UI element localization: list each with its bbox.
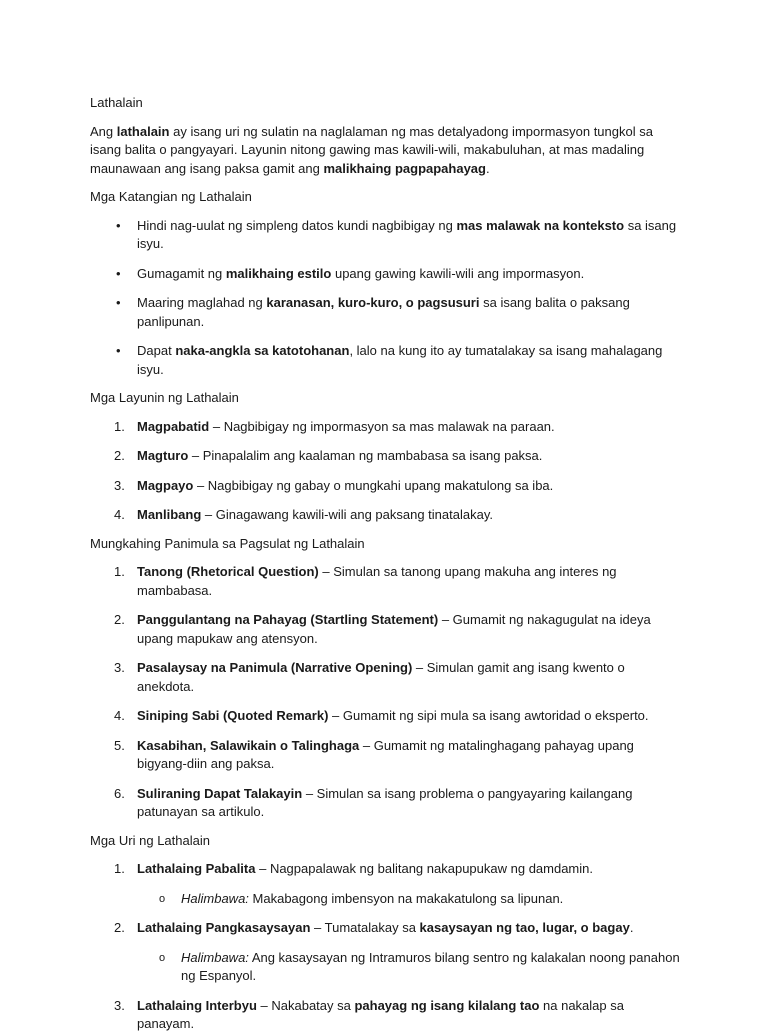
list-item-text xyxy=(137,478,553,493)
bullet-icon: • xyxy=(116,343,121,358)
text-run: Hindi nag-uulat ng simpleng datos kundi nagbibigay ng xyxy=(137,217,457,233)
list-item-text xyxy=(137,786,632,820)
bold-text: Panggulantang na Pahayag (Startling Statement) xyxy=(137,612,439,627)
example-label: Halimbawa: xyxy=(181,890,249,906)
list-item-text xyxy=(137,295,630,329)
text-run: – Ginagawang kawili-wili ang paksang tinatalakay. xyxy=(201,507,493,522)
text-run: ay isang uri ng sulatin na naglalaman ng mas detalyadong impormasyon tungkol sa isang balita o pangyayari. Layunin nitong gawing mas kawili-wili, makabuluhan, at mas madaling maunawaan ang isang paksa gamit ang xyxy=(90,123,653,176)
bold-text: Magturo xyxy=(137,448,189,463)
list-item-text xyxy=(137,564,617,598)
text-run: – Gumamit ng nakagugulat na ideya upang mapukaw ang atensyon. xyxy=(137,612,651,646)
bold-text: Kasabihan, Salawikain o Talinghaga xyxy=(137,737,360,753)
bold-text: Manlibang xyxy=(137,507,202,522)
bold-text: Magpayo xyxy=(137,477,194,493)
list-item xyxy=(90,294,680,331)
list-item-text xyxy=(137,708,649,723)
bold-text: naka-angkla sa katotohanan xyxy=(175,343,350,358)
list-item xyxy=(90,447,680,466)
text-run: – Nagpapalawak ng balitang nakapupukaw ng damdamin. xyxy=(255,861,593,876)
bold-text: kasaysayan ng tao, lugar, o bagay xyxy=(419,920,630,935)
text-run: . xyxy=(629,920,634,935)
bold-text: malikhaing pagpapahayag xyxy=(323,160,486,176)
bold-text: malikhaing estilo xyxy=(225,265,332,281)
sub-list-item xyxy=(137,949,680,986)
list-number: 2. xyxy=(114,920,125,935)
bold-text: Lathalaing Pangkasaysayan xyxy=(137,920,311,935)
text-run: na nakalap sa panayam. xyxy=(137,997,624,1031)
bullet-icon: • xyxy=(116,217,121,233)
bold-text: Lathalaing Interbyu xyxy=(137,997,257,1013)
bold-text: Suliraning Dapat Talakayin xyxy=(137,785,303,801)
list-item-text xyxy=(137,660,625,694)
text-run: – Gumamit ng matalinghagang pahayag upang bigyang-diin ang paksa. xyxy=(137,737,634,771)
text-run: upang gawing kawili-wili ang impormasyon. xyxy=(331,265,585,281)
list-item-text xyxy=(137,218,676,252)
list-item xyxy=(90,737,680,774)
example-label: Halimbawa: xyxy=(181,949,249,965)
bold-text: Magpabatid xyxy=(137,418,210,434)
text-run: Dapat xyxy=(137,343,176,358)
text-run: – Simulan sa tanong upang makuha ang interes ng mambabasa. xyxy=(137,564,617,598)
list-item-text xyxy=(137,998,624,1032)
list-item-text xyxy=(137,448,542,463)
list-number: 6. xyxy=(114,785,125,801)
list-number: 2. xyxy=(114,448,125,463)
bold-text: Lathalaing Pabalita xyxy=(137,861,256,876)
numbered-list xyxy=(90,860,680,1034)
bullet-icon: • xyxy=(116,295,121,310)
bold-text: Pasalaysay na Panimula (Narrative Opening) xyxy=(137,660,413,675)
list-item xyxy=(90,659,680,696)
sub-list xyxy=(137,890,680,909)
bold-text: Tanong (Rhetorical Question) xyxy=(137,564,319,579)
list-item xyxy=(90,919,680,986)
section-heading: Mungkahing Panimula sa Pagsulat ng Lathalain xyxy=(90,535,365,551)
list-item-text xyxy=(137,343,662,377)
list-item xyxy=(90,785,680,822)
list-item xyxy=(90,265,680,284)
text-run: , lalo na kung ito ay tumatalakay sa isang mahalagang isyu. xyxy=(137,343,663,377)
section-heading: Mga Uri ng Lathalain xyxy=(90,832,210,848)
text-run: – Tumatalakay sa xyxy=(310,920,420,935)
bold-text: pahayag ng isang kilalang tao xyxy=(354,997,540,1013)
list-item-text xyxy=(137,920,633,935)
text-run: – Gumamit ng sipi mula sa isang awtoridad o eksperto. xyxy=(328,708,649,723)
list-number: 5. xyxy=(114,737,125,753)
section-heading: Mga Katangian ng Lathalain xyxy=(90,189,252,204)
bold-text: karanasan, kuro-kuro, o pagsusuri xyxy=(266,295,480,310)
text-run: – Nagbibigay ng impormasyon sa mas malawak na paraan. xyxy=(209,418,555,434)
list-item-text xyxy=(137,861,593,876)
list-number: 3. xyxy=(114,997,125,1013)
document-body xyxy=(90,188,680,1034)
circle-bullet-icon: o xyxy=(159,951,166,964)
document-title: Lathalain xyxy=(90,95,143,110)
text-run: . xyxy=(485,160,490,176)
list-number: 2. xyxy=(114,612,125,627)
list-number: 3. xyxy=(114,477,125,493)
list-number: 3. xyxy=(114,660,125,675)
list-number: 1. xyxy=(114,418,125,434)
list-item xyxy=(90,611,680,648)
list-item-text xyxy=(137,507,493,522)
text-run: Gumagamit ng xyxy=(137,265,226,281)
numbered-list xyxy=(90,418,680,525)
text-run: Ang xyxy=(90,123,117,139)
text-run: – Nakabatay sa xyxy=(256,997,355,1013)
list-item-text xyxy=(137,419,555,434)
sub-list-item xyxy=(137,890,680,909)
text-run: – Simulan sa isang problema o pangyayaring kailangang patunayan sa artikulo. xyxy=(137,785,633,819)
example-text: Ang kasaysayan ng Intramuros bilang sentro ng kalakalan noong panahon ng Espanyol. xyxy=(181,949,680,983)
text-run: Maaring maglahad ng xyxy=(137,295,267,310)
bullet-icon: • xyxy=(116,265,121,281)
bold-text: Siniping Sabi (Quoted Remark) xyxy=(137,708,329,723)
text-run: sa isang isyu. xyxy=(137,217,677,251)
list-item xyxy=(90,707,680,726)
bullet-list xyxy=(90,217,680,380)
list-item-text xyxy=(137,738,634,772)
text-run: – Nagbibigay ng gabay o mungkahi upang makatulong sa iba. xyxy=(193,477,554,493)
bold-text: lathalain xyxy=(116,123,170,139)
sub-list xyxy=(137,949,680,986)
text-run: – Pinapalalim ang kaalaman ng mambabasa sa isang paksa. xyxy=(188,448,543,463)
list-item xyxy=(90,563,680,600)
list-item xyxy=(90,418,680,437)
section-heading: Mga Layunin ng Lathalain xyxy=(90,390,239,405)
list-number: 1. xyxy=(114,861,125,876)
list-item xyxy=(90,860,680,908)
list-number: 1. xyxy=(114,564,125,579)
circle-bullet-icon: o xyxy=(159,892,166,905)
example-text: Makabagong imbensyon na makakatulong sa lipunan. xyxy=(248,890,564,906)
text-run: – Simulan gamit ang isang kwento o anekdota. xyxy=(137,660,625,694)
bold-text: mas malawak na konteksto xyxy=(456,217,625,233)
list-item-text xyxy=(137,612,651,646)
list-item xyxy=(90,997,680,1034)
list-item xyxy=(90,477,680,496)
list-number: 4. xyxy=(114,708,125,723)
numbered-list xyxy=(90,563,680,822)
intro-paragraph xyxy=(90,123,680,179)
list-number: 4. xyxy=(114,507,125,522)
list-item xyxy=(90,217,680,254)
list-item xyxy=(90,342,680,379)
list-item xyxy=(90,506,680,525)
text-run: sa isang balita o paksang panlipunan. xyxy=(137,295,630,329)
list-item-text xyxy=(137,266,584,281)
